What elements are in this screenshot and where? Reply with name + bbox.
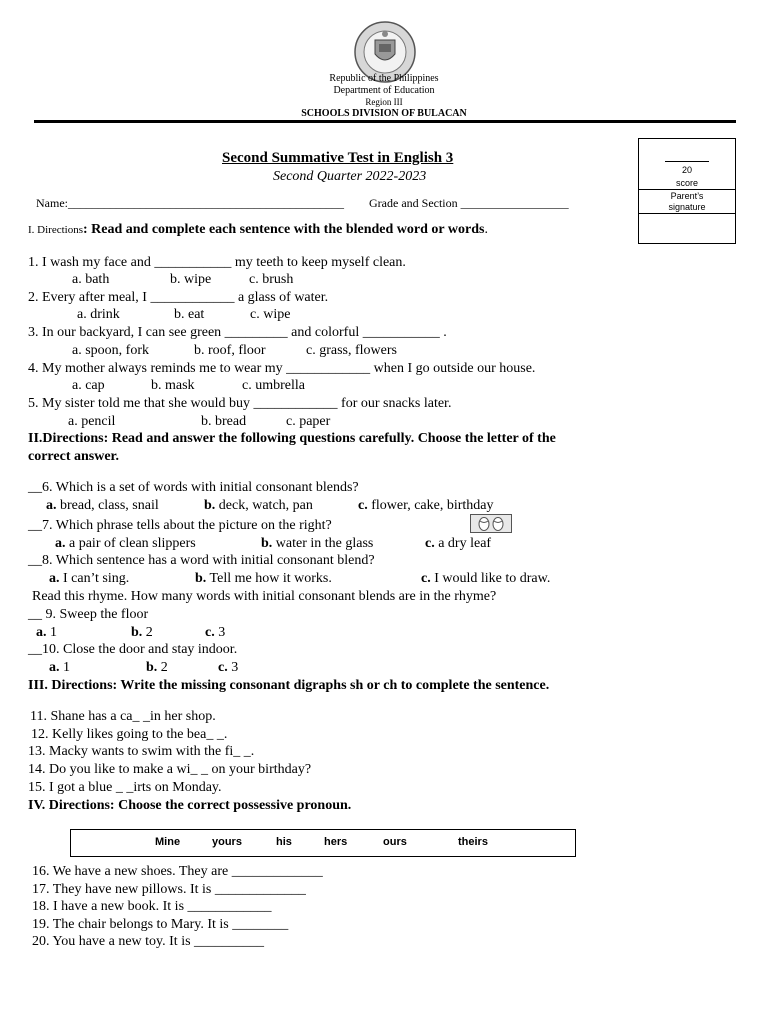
question-4: 4. My mother always reminds me to wear my ____________ when I go outside our house. xyxy=(28,361,536,376)
q5-option-c[interactable]: c. paper xyxy=(286,414,331,429)
q10-option-c[interactable]: c. 3 xyxy=(218,660,239,675)
header-division: SCHOOLS DIVISION OF BULACAN xyxy=(301,108,467,119)
question-17: 17. They have new pillows. It is _____________ xyxy=(32,882,306,897)
q3-option-a[interactable]: a. spoon, fork xyxy=(72,343,149,358)
q2-option-a[interactable]: a. drink xyxy=(77,307,120,322)
score-box xyxy=(638,138,736,244)
name-label: Name: xyxy=(36,196,68,210)
q8-option-a[interactable]: a. I can’t sing. xyxy=(49,571,130,586)
question-5: 5. My sister told me that she would buy ____________ for our snacks later. xyxy=(28,396,452,411)
score-cell xyxy=(639,139,735,190)
question-11: 11. Shane has a ca_ _in her shop. xyxy=(30,709,216,724)
q5-option-b[interactable]: b. bread xyxy=(201,414,247,429)
choice-yours: yours xyxy=(212,836,242,848)
q5-option-a[interactable]: a. pencil xyxy=(68,414,116,429)
q2-option-c[interactable]: c. wipe xyxy=(250,307,291,322)
q9-option-b[interactable]: b. 2 xyxy=(131,625,153,640)
q9-option-a[interactable]: a. 1 xyxy=(36,625,57,640)
q2-option-b[interactable]: b. eat xyxy=(174,307,205,322)
name-field[interactable] xyxy=(36,196,344,211)
header-divider xyxy=(34,120,736,123)
question-9: __ 9. Sweep the floor xyxy=(28,607,149,622)
header-republic: Republic of the Philippines xyxy=(329,73,439,84)
question-7: __7. Which phrase tells about the picture on the right? xyxy=(28,518,332,533)
q8-option-b[interactable]: b. Tell me how it works. xyxy=(195,571,332,586)
score-total: 20 xyxy=(681,165,692,175)
choice-ours: ours xyxy=(383,836,407,848)
section1-directions xyxy=(28,222,488,238)
q4-option-b[interactable]: b. mask xyxy=(151,378,195,393)
question-13: 13. Macky wants to swim with the fi_ _. xyxy=(28,744,255,759)
page-title: Second Summative Test in English 3 xyxy=(222,150,454,166)
question-18: 18. I have a new book. It is ____________ xyxy=(32,899,272,914)
grade-section-field[interactable] xyxy=(369,196,569,211)
question-2: 2. Every after meal, I ____________ a glass of water. xyxy=(28,290,329,305)
q1-option-b[interactable]: b. wipe xyxy=(170,272,212,287)
name-blank: ______________________________________________ xyxy=(68,196,344,210)
q8-option-c[interactable]: c. I would like to draw. xyxy=(421,571,551,586)
section2-directions-line2: correct answer. xyxy=(28,449,119,464)
section3-directions: III. Directions: Write the missing consonant digraphs sh or ch to complete the sentence. xyxy=(28,678,550,693)
rhyme-intro: Read this rhyme. How many words with initial consonant blends are in the rhyme? xyxy=(32,589,497,604)
parent-label-1: Parent’s xyxy=(670,191,704,201)
q6-option-b[interactable]: b. deck, watch, pan xyxy=(204,498,313,513)
score-label: score xyxy=(675,178,698,188)
question-20: 20. You have a new toy. It is __________ xyxy=(32,934,265,949)
q3-option-b[interactable]: b. roof, floor xyxy=(194,343,266,358)
q4-option-c[interactable]: c. umbrella xyxy=(242,378,305,393)
q1-option-a[interactable]: a. bath xyxy=(72,272,110,287)
q6-option-a[interactable]: a. bread, class, snail xyxy=(46,498,159,513)
choice-hers: hers xyxy=(324,836,348,848)
section1-number: I. Directions xyxy=(28,224,83,236)
header-region: Region III xyxy=(365,97,403,107)
header-department: Department of Education xyxy=(333,85,435,96)
q1-option-c[interactable]: c. brush xyxy=(249,272,294,287)
grade-blank: __________________ xyxy=(460,196,569,210)
section4-directions: IV. Directions: Choose the correct possessive pronoun. xyxy=(28,798,352,813)
q9-option-c[interactable]: c. 3 xyxy=(205,625,226,640)
question-19: 19. The chair belongs to Mary. It is ________ xyxy=(32,917,289,932)
question-1: 1. I wash my face and ___________ my teeth to keep myself clean. xyxy=(28,255,406,270)
choice-mine: Mine xyxy=(155,836,181,848)
grade-label: Grade and Section xyxy=(369,196,458,210)
section1-end: . xyxy=(484,222,488,237)
q10-option-a[interactable]: a. 1 xyxy=(49,660,70,675)
choice-theirs: theirs xyxy=(458,836,488,848)
score-blank xyxy=(665,161,709,162)
question-15: 15. I got a blue _ _irts on Monday. xyxy=(28,780,222,795)
q6-option-c[interactable]: c. flower, cake, birthday xyxy=(358,498,494,513)
q3-option-c[interactable]: c. grass, flowers xyxy=(306,343,397,358)
page-subtitle: Second Quarter 2022-2023 xyxy=(273,169,427,184)
parent-label-2: signature xyxy=(668,202,706,212)
q7-option-a[interactable]: a. a pair of clean slippers xyxy=(55,536,196,551)
q10-option-b[interactable]: b. 2 xyxy=(146,660,168,675)
question-12: 12. Kelly likes going to the bea_ _. xyxy=(31,727,228,742)
pronoun-word-box xyxy=(70,829,576,857)
question-3: 3. In our backyard, I can see green _________ and colorful ___________ . xyxy=(28,325,447,340)
question-14: 14. Do you like to make a wi_ _ on your birthday? xyxy=(28,762,312,777)
question-6: __6. Which is a set of words with initial consonant blends? xyxy=(28,480,359,495)
q4-option-a[interactable]: a. cap xyxy=(72,378,105,393)
choice-his: his xyxy=(276,836,292,848)
section1-text: : Read and complete each sentence with the blended word or words xyxy=(82,222,485,237)
section2-directions-line1: II.Directions: Read and answer the following questions carefully. Choose the letter of the xyxy=(28,431,556,446)
slippers-picture xyxy=(470,514,512,533)
q7-option-c[interactable]: c. a dry leaf xyxy=(425,536,492,551)
question-8: __8. Which sentence has a word with initial consonant blend? xyxy=(28,553,375,568)
q7-option-b[interactable]: b. water in the glass xyxy=(261,536,374,551)
question-10: __10. Close the door and stay indoor. xyxy=(28,642,238,657)
question-16: 16. We have a new shoes. They are _____________ xyxy=(32,864,323,879)
parent-signature-label-cell xyxy=(639,190,735,214)
